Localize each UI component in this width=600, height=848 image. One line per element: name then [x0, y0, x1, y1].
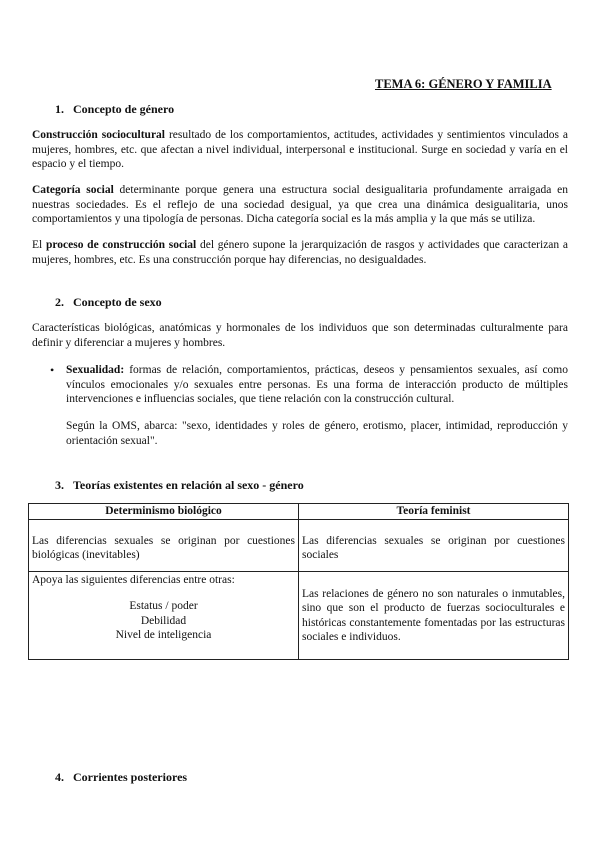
paragraph-construccion	[32, 128, 568, 172]
term-sexualidad: Sexualidad:	[66, 364, 125, 376]
section-2-number: 2.	[55, 295, 64, 309]
theories-table	[28, 503, 569, 660]
table-cell-r1c2: Las diferencias sexuales se originan por cuestiones sociales	[299, 519, 569, 571]
table-cell-r2c2: Las relaciones de género no son naturales o inmutables, sino que son el producto de fuerzas socioculturales e históricas constantemente fomentadas por las estructuras sociales e individuos.	[299, 571, 569, 659]
table-row	[29, 571, 569, 659]
term-construccion: Construcción sociocultural	[32, 129, 166, 141]
paragraph-oms: Según la OMS, abarca: "sexo, identidades y roles de género, erotismo, placer, intimidad, reproducción y orientación sexual".	[66, 420, 568, 447]
section-3-heading	[55, 478, 304, 493]
section-4-heading	[55, 770, 187, 785]
table-header-row	[29, 504, 569, 520]
text-sexualidad: formas de relación, comportamientos, prácticas, deseos y pensamientos sexuales, así como vínculos emocionales y/o sexuales entre personas. Es una forma de interacción producto de múltiples intervenciones e influencias sociales, que tiene relación con la construcción cultural.	[66, 364, 568, 405]
paragraph-sexo: Características biológicas, anatómicas y hormonales de los individuos que son determinadas culturalmente para definir y diferenciar a mujeres y hombres.	[32, 322, 568, 349]
section-4-title: Corrientes posteriores	[73, 770, 188, 784]
bullet-dot: •	[50, 363, 55, 377]
table-cell-r2c1-intro: Apoya las siguientes diferencias entre otras:	[32, 573, 235, 586]
text-construccion: resultado de los comportamientos, actitudes, actividades y sentimientos vinculados a mujeres, hombres, etc. que afectan a nivel individual, interpersonal e institucional. Surge en sociedad y varía en el espacio y el tiempo.	[32, 129, 568, 170]
paragraph-proceso	[32, 238, 568, 267]
table-cell-r2c1	[29, 571, 299, 659]
text-categoria: determinante porque genera una estructura social desigualitaria profundamente arraigada en nuestras sociedades. Es el reflejo de una sociedad desigual, ya que crea una dinámica desigualitaria, unos comportamientos y una tipología de personas. Dicha categoría social es la más amplia y la que más se utiliza.	[32, 184, 568, 225]
table-header-determinismo: Determinismo biológico	[29, 504, 299, 520]
section-1-number: 1.	[55, 102, 64, 116]
section-4-number: 4.	[55, 770, 64, 784]
section-1-heading	[55, 102, 174, 117]
table-row	[29, 519, 569, 571]
text-proceso: del género supone la jerarquización de rasgos y actividades que caracterizan a mujeres, hombres, etc. Es una construcción porque hay diferencias, no desigualdades.	[32, 239, 568, 266]
section-2-title: Concepto de sexo	[73, 295, 162, 309]
differences-list	[32, 599, 295, 643]
term-categoria: Categoría social	[32, 184, 114, 196]
document-title: TEMA 6: GÉNERO Y FAMILIA	[375, 77, 552, 91]
section-3-number: 3.	[55, 478, 64, 492]
paragraph-categoria	[32, 183, 568, 227]
list-item: Estatus / poder	[129, 600, 198, 612]
section-1-title: Concepto de género	[73, 102, 175, 116]
list-item: Nivel de inteligencia	[115, 629, 212, 641]
paragraph-sexualidad	[66, 363, 568, 407]
list-item: Debilidad	[140, 614, 187, 627]
section-2-heading	[55, 295, 162, 310]
table-cell-r1c1: Las diferencias sexuales se originan por cuestiones biológicas (inevitables)	[29, 519, 299, 571]
term-proceso: proceso de construcción social	[45, 239, 197, 251]
text-proceso-pre: El	[32, 239, 46, 251]
section-3-title: Teorías existentes en relación al sexo - género	[73, 478, 304, 492]
table-header-feminista: Teoría feminist	[299, 504, 569, 520]
